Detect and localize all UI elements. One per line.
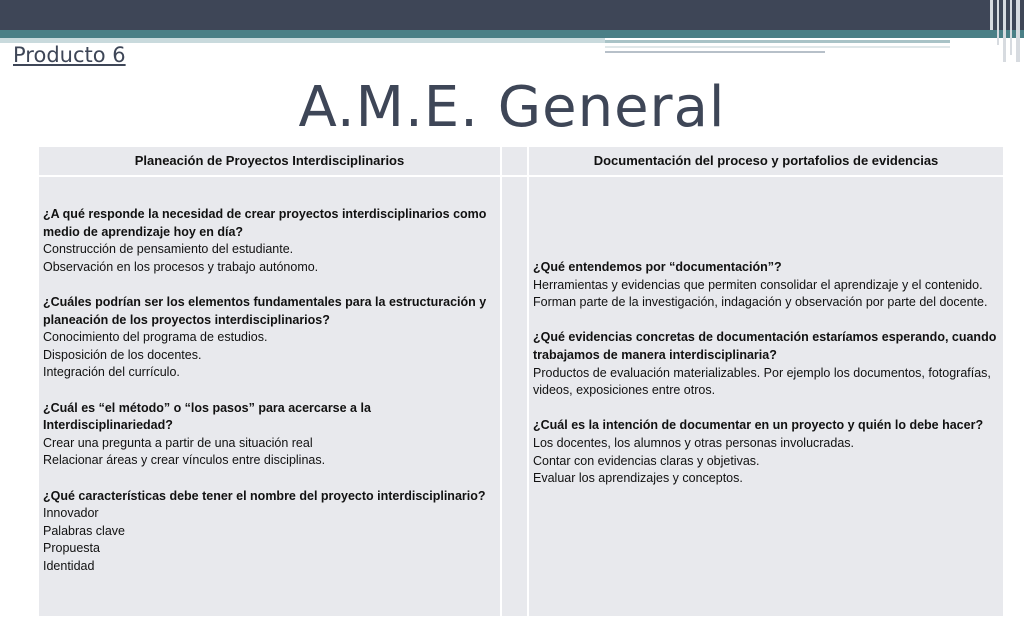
table-body-row [38, 176, 1004, 617]
answer-text: Palabras clave [43, 523, 125, 538]
header-white-line [605, 46, 950, 48]
header-spacer [501, 146, 528, 176]
answer-text: Integración del currículo. [43, 365, 180, 380]
table-header-row [38, 146, 1004, 176]
answer-text: Propuesta [43, 541, 100, 556]
header-accent-line [605, 40, 950, 43]
answer-text: Innovador [43, 506, 99, 521]
header-documentacion: Documentación del proceso y portafolios de evidencias [528, 146, 1004, 176]
question-text: ¿Qué características debe tener el nombre del proyecto interdisciplinario? [43, 488, 486, 503]
answer-text: Evaluar los aprendizajes y conceptos. [533, 471, 743, 486]
question-text: ¿Qué evidencias concretas de documentación estaríamos esperando, cuando trabajamos de manera interdisciplinaria? [533, 330, 997, 362]
product-label: Producto 6 [13, 43, 126, 67]
qa-block [43, 400, 496, 470]
header-teal-bar [0, 30, 1024, 38]
qa-block [533, 329, 999, 399]
qa-block [43, 294, 496, 382]
header-dark-bar [0, 0, 1024, 30]
question-text: ¿A qué responde la necesidad de crear proyectos interdisciplinarios como medio de aprendizaje hoy en día? [43, 207, 487, 239]
answer-text: Conocimiento del programa de estudios. [43, 330, 268, 345]
answer-text: Los docentes, los alumnos y otras personas involucradas. [533, 435, 855, 450]
slide-title: A.M.E. General [298, 75, 726, 140]
spacer-cell [501, 176, 528, 617]
question-text: ¿Cuál es “el método” o “los pasos” para acercarse a la Interdisciplinariedad? [43, 400, 371, 433]
answer-text: Observación en los procesos y trabajo autónomo. [43, 259, 319, 274]
answer-text: Disposición de los docentes. [43, 347, 202, 362]
content-table [37, 145, 1005, 618]
qa-block [43, 488, 496, 576]
qa-block [533, 417, 999, 487]
answer-text: Productos de evaluación materializables. Por ejemplo los documentos, fotografías, videos, exposiciones entre otros. [533, 365, 991, 398]
header-gray-line [605, 51, 825, 53]
answer-text: Identidad [43, 558, 95, 573]
answer-text: Relacionar áreas y crear vínculos entre disciplinas. [43, 453, 326, 468]
answer-text: Contar con evidencias claras y objetivas. [533, 453, 760, 468]
question-text: ¿Qué entendemos por “documentación”? [533, 260, 782, 274]
qa-block [43, 206, 496, 276]
question-text: ¿Cuál es la intención de documentar en un proyecto y quién lo debe hacer? [533, 418, 984, 433]
answer-text: Construcción de pensamiento del estudiante. [43, 242, 294, 257]
planeacion-cell [38, 176, 501, 617]
header-stripes-decoration [990, 0, 1024, 62]
answer-text: Herramientas y evidencias que permiten consolidar el aprendizaje y el contenido. Forman parte de la investigación, indagación y observación por parte del docente. [533, 277, 988, 310]
qa-block [533, 259, 999, 312]
header-planeacion: Planeación de Proyectos Interdisciplinarios [38, 146, 501, 176]
documentacion-cell [528, 176, 1004, 617]
answer-text: Crear una pregunta a partir de una situación real [43, 435, 313, 450]
question-text: ¿Cuáles podrían ser los elementos fundamentales para la estructuración y planeación de los proyectos interdisciplinarios? [43, 294, 487, 327]
